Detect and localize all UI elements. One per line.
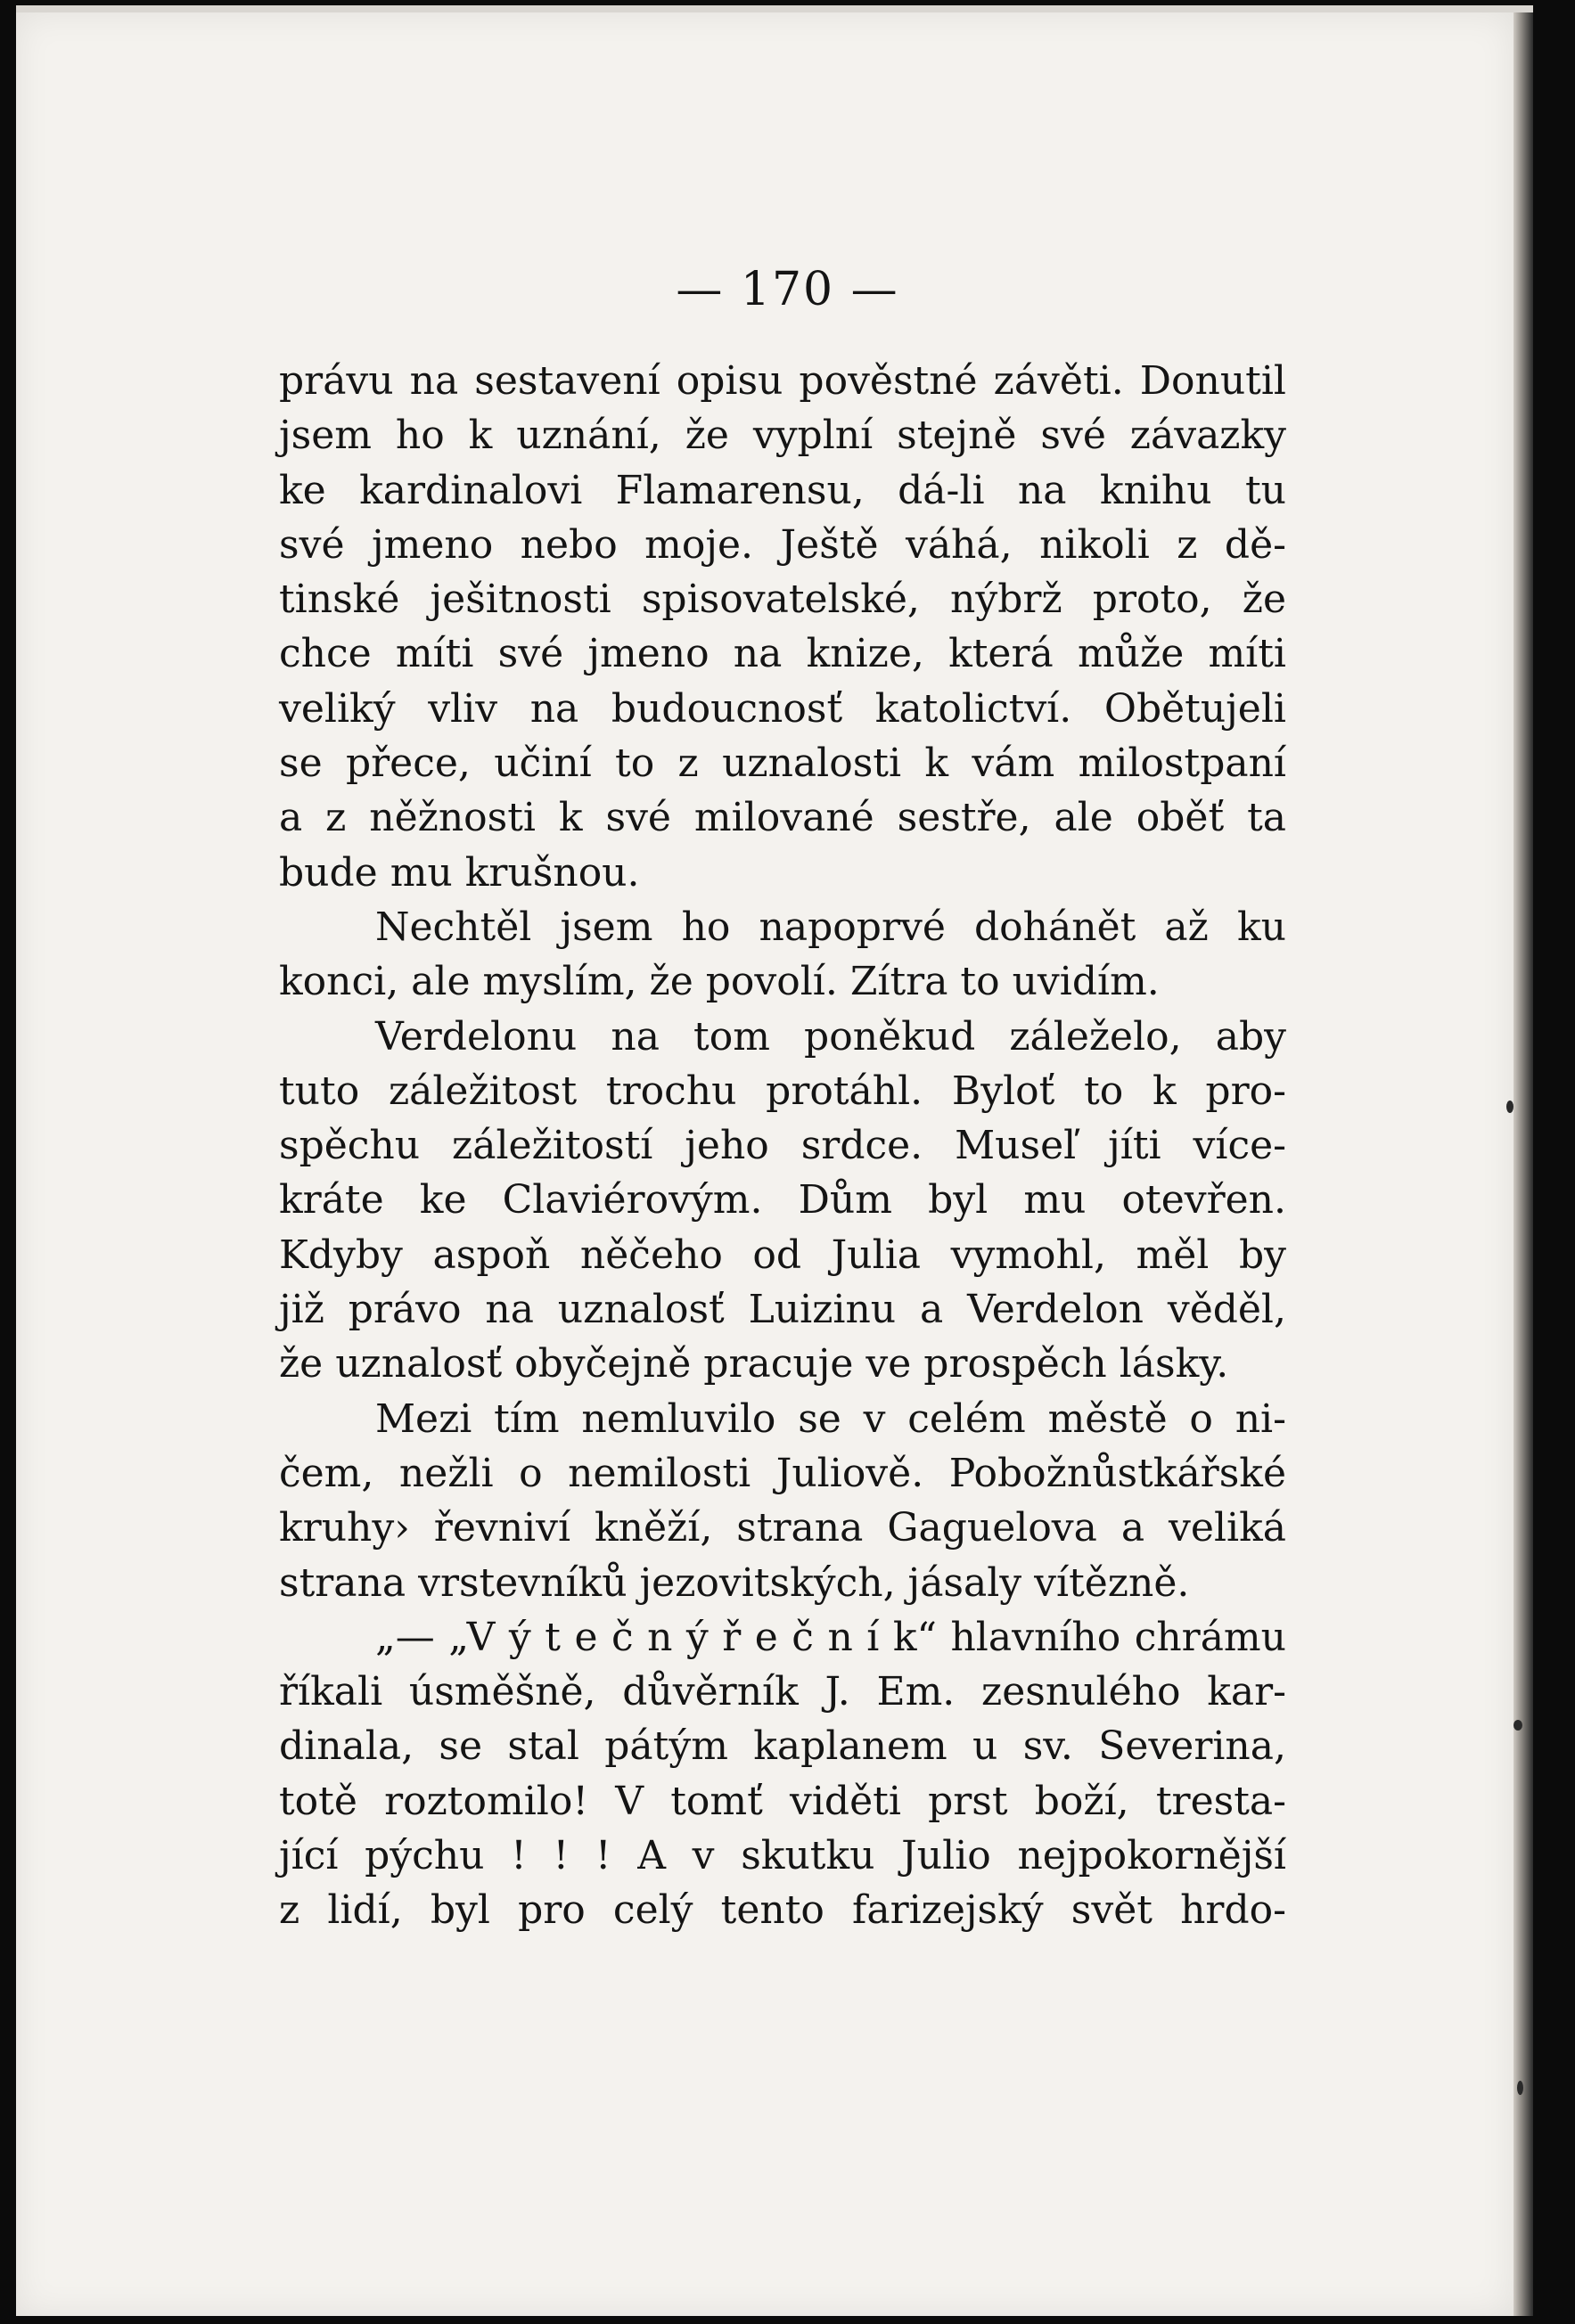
- text-line: říkali úsměšně, důvěrník J. Em. zesnulého kar-: [279, 1669, 1286, 1715]
- text-line: „— „V ý t e č n ý ř e č n í k“ hlavního chrámu: [375, 1614, 1286, 1660]
- text-line: Mezi tím nemluvilo se v celém městě o ni-: [375, 1395, 1286, 1442]
- text-line: z lidí, byl pro celý tento farizejský svět hrdo-: [279, 1887, 1286, 1934]
- text-line: dinala, se stal pátým kaplanem u sv. Severina,: [279, 1723, 1286, 1770]
- text-line: ke kardinalovi Flamarensu, dá-li na knihu tu: [279, 467, 1286, 513]
- text-line: své jmeno nebo moje. Ještě váhá, nikoli z dě-: [279, 521, 1286, 568]
- text-line: kráte ke Claviérovým. Dům byl mu otevřen.: [279, 1177, 1286, 1223]
- text-line: veliký vliv na budoucnosť katolictví. Obětujeli: [279, 685, 1286, 732]
- text-line: strana vrstevníků jezovitských, jásaly vítězně.: [279, 1559, 1190, 1606]
- text-line: že uznalosť obyčejně pracuje ve prospěch lásky.: [279, 1341, 1229, 1387]
- text-line: již právo na uznalosť Luizinu a Verdelon věděl,: [279, 1287, 1286, 1333]
- text-line: Verdelonu na tom poněkud záleželo, aby: [375, 1013, 1286, 1060]
- page-binding-edge: [1513, 12, 1533, 2316]
- text-line: tuto záležitost trochu protáhl. Byloť to k pro-: [279, 1068, 1286, 1114]
- scan-speck: [1513, 1720, 1522, 1731]
- text-line: a z něžnosti k své milované sestře, ale oběť ta: [279, 795, 1286, 841]
- page-number: — 170 —: [676, 263, 899, 316]
- text-line: jící pýchu ! ! ! A v skutku Julio nejpokornější: [279, 1833, 1286, 1879]
- text-line: čem, nežli o nemilosti Juliově. Pobožnůstkářské: [279, 1450, 1286, 1496]
- text-line: totě roztomilo! V tomť viděti prst boží, tresta-: [279, 1778, 1286, 1824]
- scan-speck: [1517, 2081, 1523, 2095]
- scan-top-edge: [16, 5, 1533, 12]
- text-line: tinské ješitnosti spisovatelské, nýbrž proto, že: [279, 577, 1286, 623]
- body-text: [279, 354, 1286, 1938]
- text-line: chce míti své jmeno na knize, která může míti: [279, 631, 1286, 677]
- text-line: Kdyby aspoň něčeho od Julia vymohl, měl by: [279, 1232, 1286, 1278]
- text-line: kruhy› řevniví kněží, strana Gaguelova a veliká: [279, 1505, 1286, 1551]
- text-line: právu na sestavení opisu pověstné závěti. Donutil: [279, 358, 1286, 404]
- text-line: jsem ho k uznání, že vyplní stejně své závazky: [279, 413, 1286, 459]
- text-line: bude mu krušnou.: [279, 849, 640, 896]
- text-line: se přece, učiní to z uznalosti k vám milostpaní: [279, 741, 1286, 787]
- text-line: Nechtěl jsem ho napoprvé dohánět až ku: [375, 904, 1286, 950]
- text-line: spěchu záležitostí jeho srdce. Museľ jíti více-: [279, 1123, 1286, 1169]
- text-line: konci, ale myslím, že povolí. Zítra to uvidím.: [279, 959, 1160, 1005]
- scan-speck: [1506, 1101, 1513, 1113]
